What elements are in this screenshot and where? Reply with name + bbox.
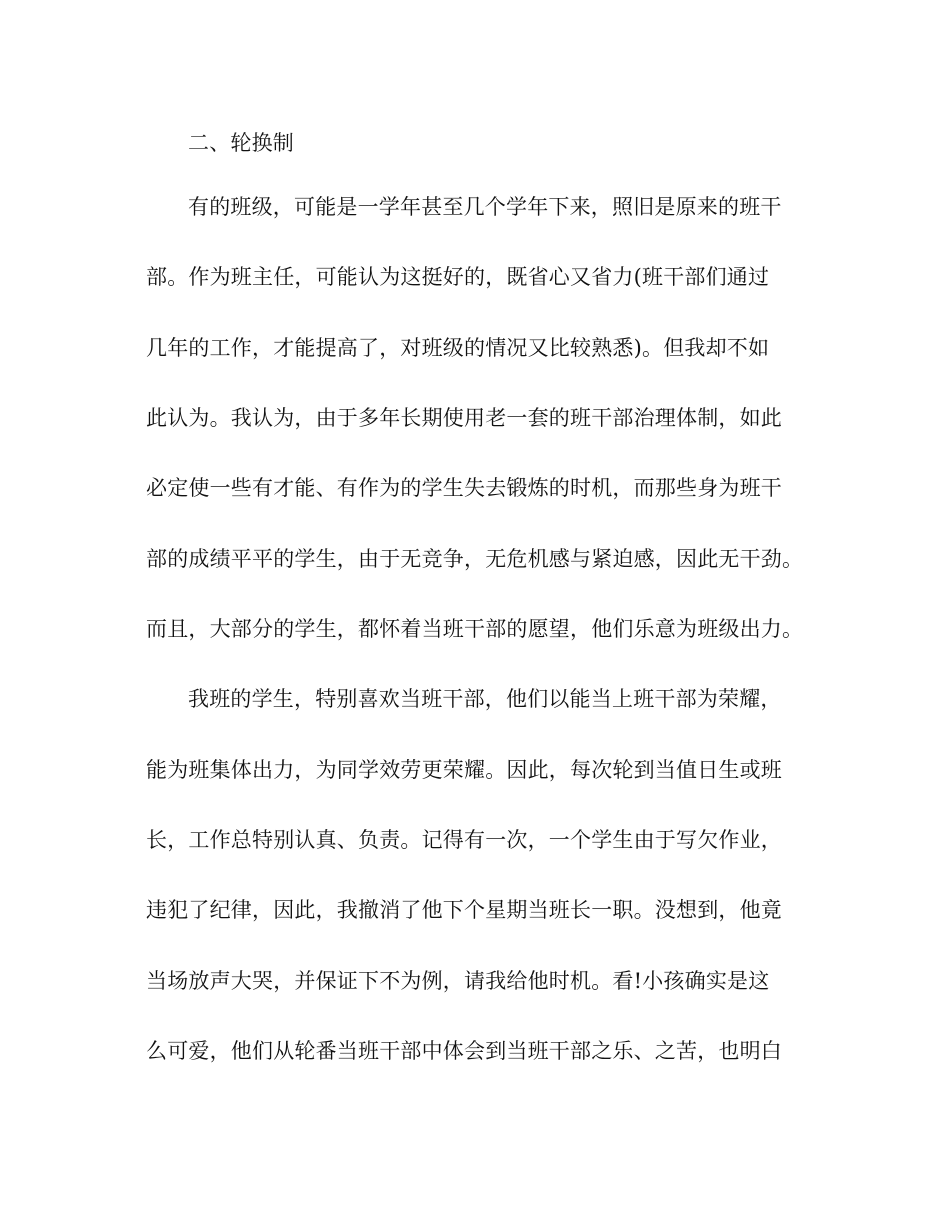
paragraph-line: 长，工作总特别认真、负责。记得有一次，一个学生由于写欠作业， bbox=[146, 828, 782, 852]
paragraph-line: 此认为。我认为，由于多年长期使用老一套的班干部治理体制，如此 bbox=[146, 406, 782, 430]
paragraph-line: 我班的学生，特别喜欢当班干部，他们以能当上班干部为荣耀， bbox=[188, 687, 782, 711]
section-heading: 二、轮换制 bbox=[188, 131, 294, 155]
paragraph-line: 违犯了纪律，因此，我撤消了他下个星期当班长一职。没想到，他竟 bbox=[146, 898, 782, 922]
paragraph-line: 部的成绩平平的学生，由于无竞争，无危机感与紧迫感，因此无干劲。 bbox=[146, 547, 804, 571]
paragraph-line: 能为班集体出力，为同学效劳更荣耀。因此，每次轮到当值日生或班 bbox=[146, 758, 782, 782]
paragraph-line: 么可爱，他们从轮番当班干部中体会到当班干部之乐、之苦，也明白 bbox=[146, 1039, 782, 1063]
paragraph-line: 部。作为班主任，可能认为这挺好的，既省心又省力(班干部们通过 bbox=[146, 265, 770, 289]
paragraph-line: 有的班级，可能是一学年甚至几个学年下来，照旧是原来的班干 bbox=[188, 195, 782, 219]
paragraph-line: 当场放声大哭，并保证下不为例，请我给他时机。看!小孩确实是这 bbox=[146, 969, 770, 993]
paragraph-line: 必定使一些有才能、有作为的学生失去锻炼的时机，而那些身为班干 bbox=[146, 476, 782, 500]
paragraph-line: 几年的工作，才能提高了，对班级的情况又比较熟悉)。但我却不如 bbox=[146, 336, 770, 360]
paragraph-line: 而且，大部分的学生，都怀着当班干部的愿望，他们乐意为班级出力。 bbox=[146, 617, 804, 641]
